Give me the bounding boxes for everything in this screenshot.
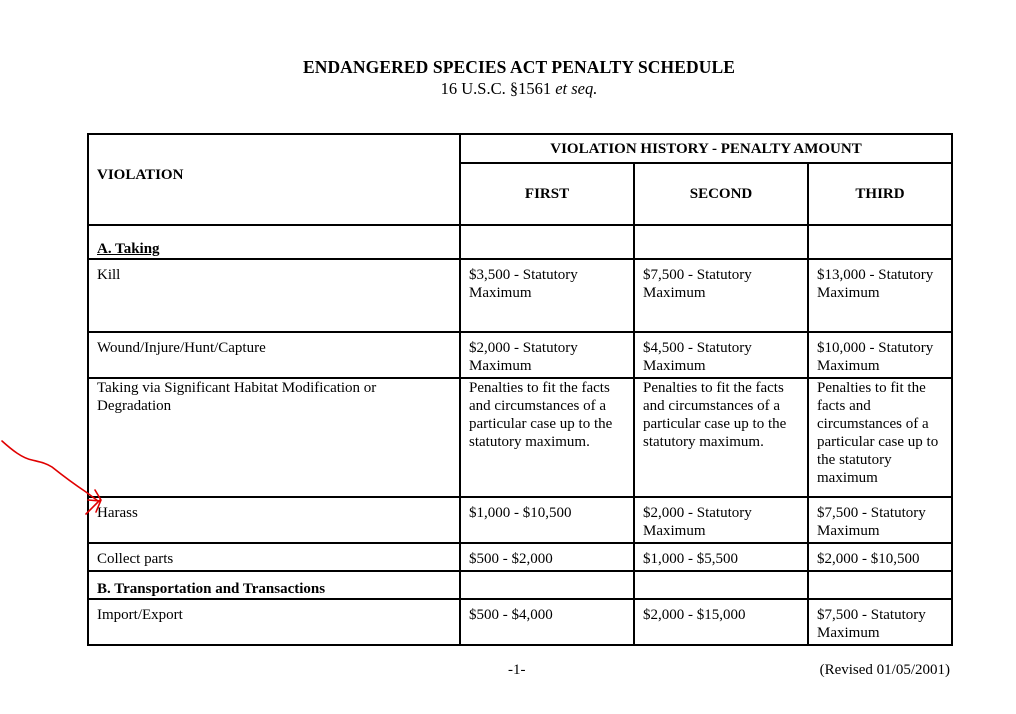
table-row — [88, 497, 952, 543]
penalty-second-cell: $2,000 - Statutory Maximum — [634, 497, 808, 543]
table-row — [88, 378, 952, 497]
penalty-third-cell: Penalties to fit the facts and circumstances of a particular case up to the statutory maximum — [808, 378, 952, 497]
column-header-second: SECOND — [634, 163, 808, 225]
empty-cell — [634, 571, 808, 599]
penalty-second-cell: $2,000 - $15,000 — [634, 599, 808, 645]
empty-cell — [460, 571, 634, 599]
section-row — [88, 571, 952, 599]
violation-history-header: VIOLATION HISTORY - PENALTY AMOUNT — [460, 134, 952, 163]
violation-cell: Taking via Significant Habitat Modification or Degradation — [88, 378, 460, 497]
penalty-second-cell: $7,500 - Statutory Maximum — [634, 259, 808, 332]
penalty-third-cell: $7,500 - Statutory Maximum — [808, 497, 952, 543]
penalty-third-cell: $2,000 - $10,500 — [808, 543, 952, 571]
empty-cell — [808, 225, 952, 259]
violation-cell: Harass — [88, 497, 460, 543]
penalty-first-cell: Penalties to fit the facts and circumstances of a particular case up to the statutory maximum. — [460, 378, 634, 497]
empty-cell — [460, 225, 634, 259]
penalty-second-cell: $4,500 - Statutory Maximum — [634, 332, 808, 378]
table-row — [88, 599, 952, 645]
section-heading-taking: A. Taking — [88, 225, 460, 259]
empty-cell — [634, 225, 808, 259]
violation-cell: Wound/Injure/Hunt/Capture — [88, 332, 460, 378]
citation-italic: et seq. — [555, 79, 598, 98]
column-header-third: THIRD — [808, 163, 952, 225]
penalty-third-cell: $10,000 - Statutory Maximum — [808, 332, 952, 378]
table-row — [88, 332, 952, 378]
section-heading-transportation: B. Transportation and Transactions — [88, 571, 460, 599]
page-number: -1- — [508, 662, 526, 678]
table-row — [88, 543, 952, 571]
penalty-second-cell: Penalties to fit the facts and circumstances of a particular case up to the statutory maximum. — [634, 378, 808, 497]
empty-cell — [808, 571, 952, 599]
violation-cell: Import/Export — [88, 599, 460, 645]
violation-cell: Kill — [88, 259, 460, 332]
column-header-first: FIRST — [460, 163, 634, 225]
penalty-first-cell: $2,000 - Statutory Maximum — [460, 332, 634, 378]
penalty-first-cell: $3,500 - Statutory Maximum — [460, 259, 634, 332]
violation-header: VIOLATION — [88, 134, 460, 225]
penalty-second-cell: $1,000 - $5,500 — [634, 543, 808, 571]
table-row — [88, 259, 952, 332]
table-header-row — [88, 134, 952, 163]
penalty-first-cell: $500 - $4,000 — [460, 599, 634, 645]
penalty-table — [87, 133, 953, 646]
arrow-shaft — [2, 441, 98, 501]
penalty-first-cell: $1,000 - $10,500 — [460, 497, 634, 543]
penalty-third-cell: $7,500 - Statutory Maximum — [808, 599, 952, 645]
penalty-first-cell: $500 - $2,000 — [460, 543, 634, 571]
section-row — [88, 225, 952, 259]
citation-text: 16 U.S.C. §1561 — [440, 79, 556, 98]
revision-date: (Revised 01/05/2001) — [819, 662, 950, 678]
document-title: ENDANGERED SPECIES ACT PENALTY SCHEDULE — [302, 57, 736, 77]
document-subtitle — [0, 79, 1016, 99]
penalty-third-cell: $13,000 - Statutory Maximum — [808, 259, 952, 332]
violation-cell: Collect parts — [88, 543, 460, 571]
